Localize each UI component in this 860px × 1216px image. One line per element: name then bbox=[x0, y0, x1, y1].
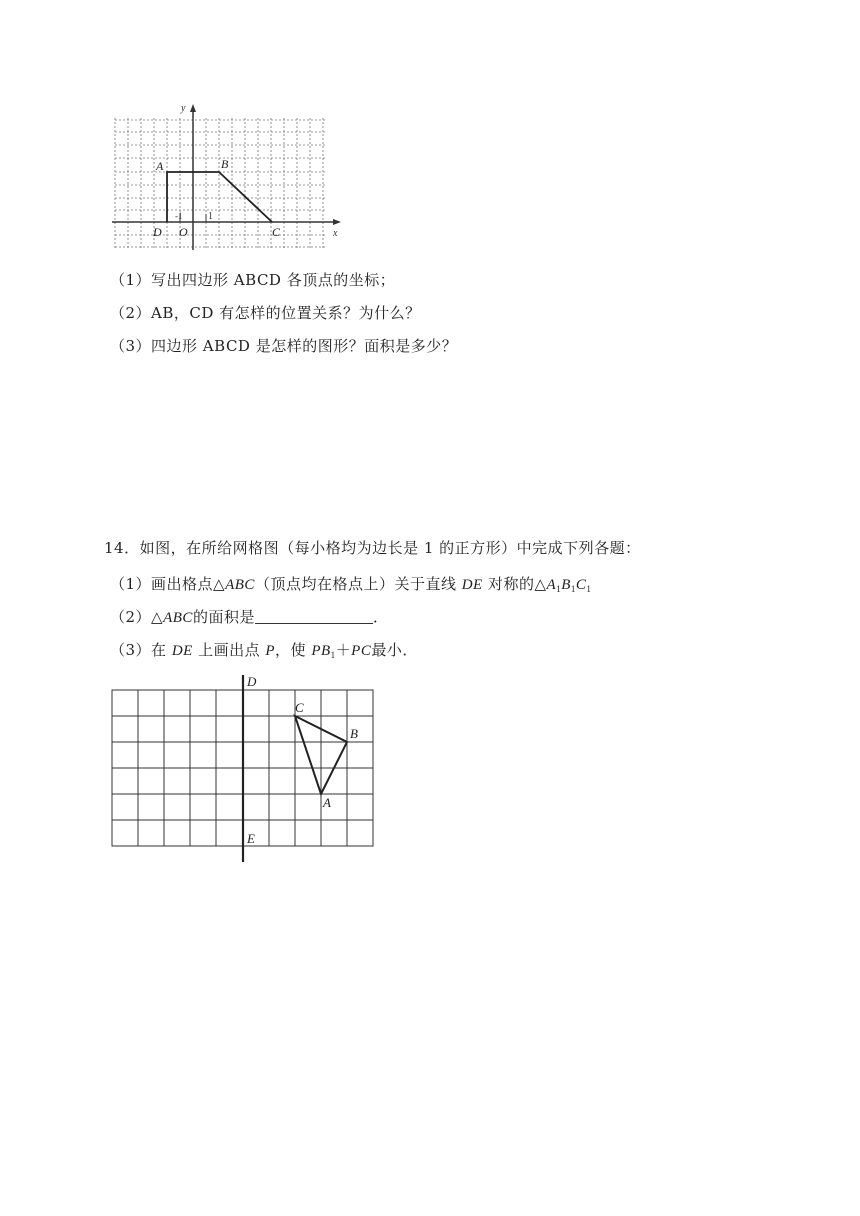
point-label-d: D bbox=[153, 225, 162, 239]
origin-label: O bbox=[179, 225, 188, 239]
q14-part1 bbox=[110, 574, 591, 599]
q14-part3-mid2: ，使 bbox=[275, 641, 312, 659]
tick-label-neg1: -1 bbox=[175, 211, 183, 221]
q14-part2-prefix: （2）△ bbox=[110, 608, 164, 626]
figure-triangle-grid bbox=[105, 668, 385, 868]
q14-part3-prefix: （3）在 bbox=[110, 641, 172, 659]
q14-part1-b1 bbox=[561, 577, 576, 593]
q14-part1-c1 bbox=[576, 577, 592, 593]
q14-c-letter: C bbox=[575, 577, 587, 593]
q14-part3-p: P bbox=[265, 643, 276, 659]
q14-part1-mid2: 对称的△ bbox=[482, 575, 547, 593]
q14-part2-abc: ABC bbox=[163, 610, 193, 626]
q13-part3: （3）四边形 ABCD 是怎样的图形？面积是多少？ bbox=[110, 337, 458, 355]
q14-part3-suffix: 最小． bbox=[371, 641, 418, 659]
q13-part1: （1）写出四边形 ABCD 各顶点的坐标； bbox=[110, 271, 396, 289]
q14-part3-de: DE bbox=[171, 643, 193, 659]
q14-a-letter: A bbox=[546, 577, 557, 593]
q14-c-subscript: 1 bbox=[586, 584, 592, 594]
q14-part1-mid: （顶点均在格点上）关于直线 bbox=[254, 575, 462, 593]
q14-part1-prefix: （1）画出格点△ bbox=[110, 575, 226, 593]
q14-intro: 14．如图，在所给网格图（每小格均为边长是 1 的正方形）中完成下列各题： bbox=[104, 539, 641, 557]
quadrilateral-abcd bbox=[167, 172, 272, 222]
q14-pb-letters: PB bbox=[311, 643, 331, 659]
q14-part1-a1 bbox=[547, 577, 562, 593]
q14-part2-end: ． bbox=[372, 608, 389, 626]
label-d: D bbox=[247, 674, 257, 689]
q14-part2-suffix: 的面积是 bbox=[192, 608, 255, 626]
y-axis-label: y bbox=[181, 103, 186, 114]
q14-part3-pc: PC bbox=[351, 643, 372, 659]
y-axis-arrow bbox=[190, 104, 196, 112]
x-axis-label: x bbox=[333, 228, 338, 239]
x-axis-arrow bbox=[333, 219, 341, 225]
q14-part3-plus: ＋ bbox=[335, 641, 352, 659]
answer-blank[interactable] bbox=[255, 609, 373, 624]
label-a: A bbox=[323, 795, 331, 810]
q14-part3-pb1 bbox=[311, 643, 335, 659]
q14-part3-mid: 上画出点 bbox=[192, 641, 266, 659]
q14-part3 bbox=[110, 640, 418, 665]
q14-part1-de: DE bbox=[461, 577, 483, 593]
label-e: E bbox=[247, 831, 255, 846]
dashed-grid bbox=[115, 118, 327, 248]
q14-b-subscript: 1 bbox=[570, 584, 576, 594]
q14-a-subscript: 1 bbox=[556, 584, 562, 594]
q14-part1-abc: ABC bbox=[225, 577, 255, 593]
point-label-b: B bbox=[221, 157, 229, 171]
label-b: B bbox=[350, 726, 358, 741]
point-label-a: A bbox=[156, 159, 164, 173]
label-c: C bbox=[295, 700, 304, 715]
point-label-c: C bbox=[272, 225, 281, 239]
q13-part2: （2）AB，CD 有怎样的位置关系？为什么？ bbox=[110, 304, 421, 322]
tick-label-1: 1 bbox=[208, 211, 213, 222]
q14-pb-subscript: 1 bbox=[330, 650, 336, 660]
q14-b-letter: B bbox=[561, 577, 571, 593]
q14-part2 bbox=[110, 607, 388, 628]
figure-quadrilateral-grid bbox=[105, 100, 350, 255]
